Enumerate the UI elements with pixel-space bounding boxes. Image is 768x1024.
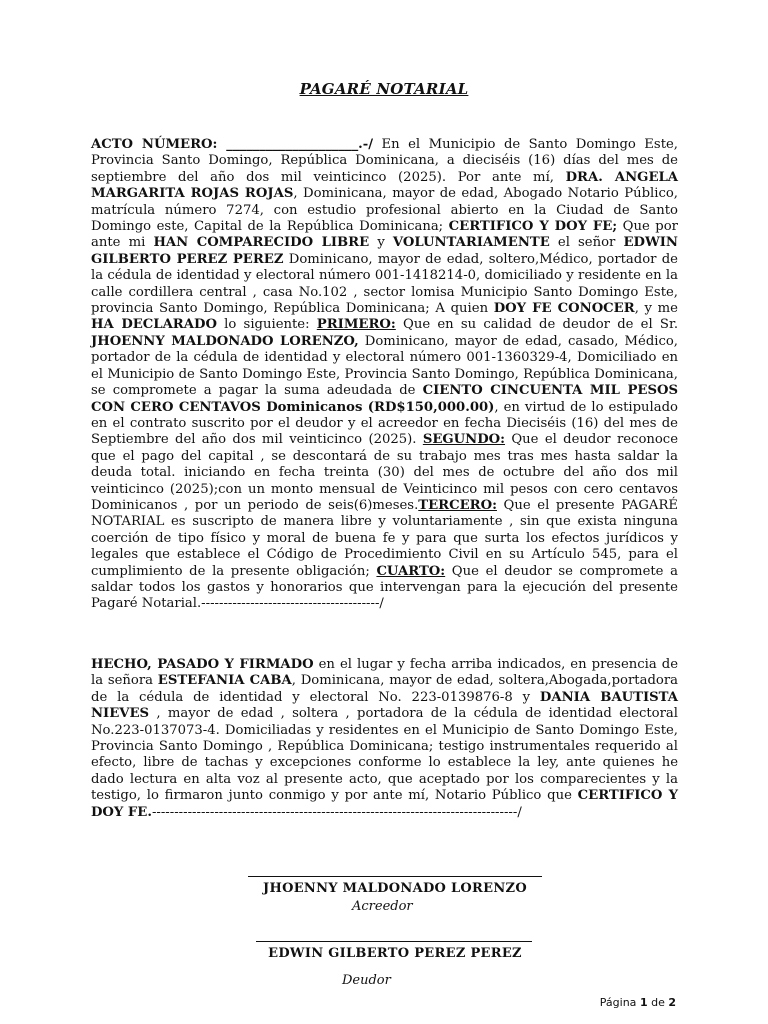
text-span: y [369,235,393,251]
text-span: Que el presente PAGARÉ NOTARIAL es suscripto de manera libre y voluntariamente , sin que exista ninguna coerción de tipo físico y moral de buena fe y para que surta los efectos jurídicos y legales que establece el Código de Procedimiento Civil en su Artículo 545, para el cumplimiento de la presente obligación; [91,497,678,579]
text-span: , mayor de edad , soltera , portadora de la cédula de identidad electoral No.223-0137073-4. Domiciliadas y residentes en el Municipio de Santo Domingo Este, Provincia Santo Domingo , República Dominicana; testigo instrumentales requerido al efecto, libre de tachas y excepciones conforme lo establece la ley, ante quienes he dado lectura en alta voz al presente acto, que aceptado por los comparecientes y la testigo, lo firmaron junto conmigo y por ante mí, Notario Público que [91,706,678,804]
text-span: Que el deudor reconoce que el pago del capital , se descontará de su trabajo mes tras mes hasta saldar la deuda total. iniciando en fecha treinta (30) del mes de octubre del año dos mil veinticinco (2025);con un monto mensual de Veinticinco mil pesos con cero centavos Dominicanos , por un periodo de seis(6)meses. [91,432,679,513]
text-span: lo siguiente: [216,317,317,333]
page-label: Página [599,996,640,1009]
text-span: Que por ante mi [91,219,678,251]
page-total: 2 [668,996,676,1009]
clause-primero: PRIMERO: [316,317,396,333]
clause-segundo: SEGUNDO: [422,432,506,448]
acto-end: .-/ [358,137,374,152]
page-number [600,996,676,1009]
text-span: Dominicano, mayor de edad, soltero,Médico, portador de la cédula de identidad y electoral número 001-1418214-0, domiciliado y residente en la calle cordillera central , casa No.102 , sector lomisa Municipio Santo Domingo Este, provincia Santo Domingo, República Dominicana; A quien [91,251,678,317]
signature-role-creditor: Acreedor [352,899,413,914]
comparecido-phrase: HAN COMPARECIDO LIBRE [153,235,370,251]
creditor-name: JHOENNY MALDONADO LORENZO, [91,333,359,349]
text-span: Que en su calidad de deudor de el Sr. [395,317,679,333]
signature-name-creditor: JHOENNY MALDONADO LORENZO [263,881,527,896]
signature-line-debtor [256,941,532,942]
ha-declarado-phrase: HA DECLARADO [91,317,217,333]
paragraph-closing [91,657,678,821]
document-title: PAGARÉ NOTARIAL [299,80,469,98]
amount-words: CIENTO CINCUENTA MIL PESOS CON CERO CENTAVOS Dominicanos (RD$150,000.00) [91,383,678,415]
certifico-phrase: CERTIFICO Y DOY FE; [448,219,618,235]
acto-label: ACTO NÚMERO: [91,137,227,152]
doy-fe-conocer-phrase: DOY FE CONOCER [493,301,635,317]
notary-name: DRA. ANGELA MARGARITA ROJAS ROJAS [91,169,678,202]
page-current: 1 [639,996,648,1009]
signature-role-debtor: Deudor [342,973,391,988]
text-span: el señor [549,235,624,251]
text-span: en el lugar y fecha arriba indicados, en presencia de la señora [91,657,678,689]
text-span: , en virtud de lo estipulado en el contrato suscrito por el deudor y el acreedor en fecha Dieciséis (16) del mes de Septiembre del año dos mil veinticinco (2025). [91,399,678,448]
clause-tercero: TERCERO: [418,497,497,513]
text-span: Dominicano, mayor de edad, casado, Médico, portador de la cédula de identidad y electoral número 001-1360329-4, Domiciliado en el Municipio de Santo Domingo Este, Provincia Santo Domingo, República Dominicana, se compromete a pagar la suma adeudada de [91,333,678,399]
voluntariamente-phrase: VOLUNTARIAMENTE [392,235,550,251]
witness2-name: DANIA BAUTISTA NIEVES [91,689,679,722]
text-span: Que el deudor se compromete a saldar todos los gastos y honorarios que intervengan para la ejecución del presente Pagaré Notarial.----------------------------------------/ [91,563,678,612]
acto-number-blank: ____________________ [226,137,359,152]
certifico-closing: CERTIFICO Y DOY FE. [91,788,678,820]
witness1-name: ESTEFANIA CABA [157,673,292,689]
page-of: de [647,996,669,1009]
text-span: ----------------------------------------------------------------------------------/ [151,804,522,820]
text-span: , Dominicana, mayor de edad, soltera,Abogada,portadora de la cédula de identidad y electoral No. 223-0139876-8 y [91,673,678,705]
debtor-name: EDWIN GILBERTO PEREZ PEREZ [91,235,678,267]
signature-line-creditor [248,876,542,877]
text-span: , Dominicana, mayor de edad, Abogado Notario Público, matrícula número 7274, con estudio profesional abierto en la Ciudad de Santo Domingo este, Capital de la República Dominicana; [91,186,678,235]
text-span: , y me [634,301,678,317]
hecho-phrase: HECHO, PASADO Y FIRMADO [91,657,314,672]
signature-name-debtor: EDWIN GILBERTO PEREZ PEREZ [268,946,522,961]
clause-cuarto: CUARTO: [376,563,446,579]
text-span: En el Municipio de Santo Domingo Este, Provincia Santo Domingo, República Dominicana, a dieciséis (16) días del mes de septiembre del año dos mil veinticinco (2025). Por ante mí, [91,137,679,185]
paragraph-body [91,137,678,613]
